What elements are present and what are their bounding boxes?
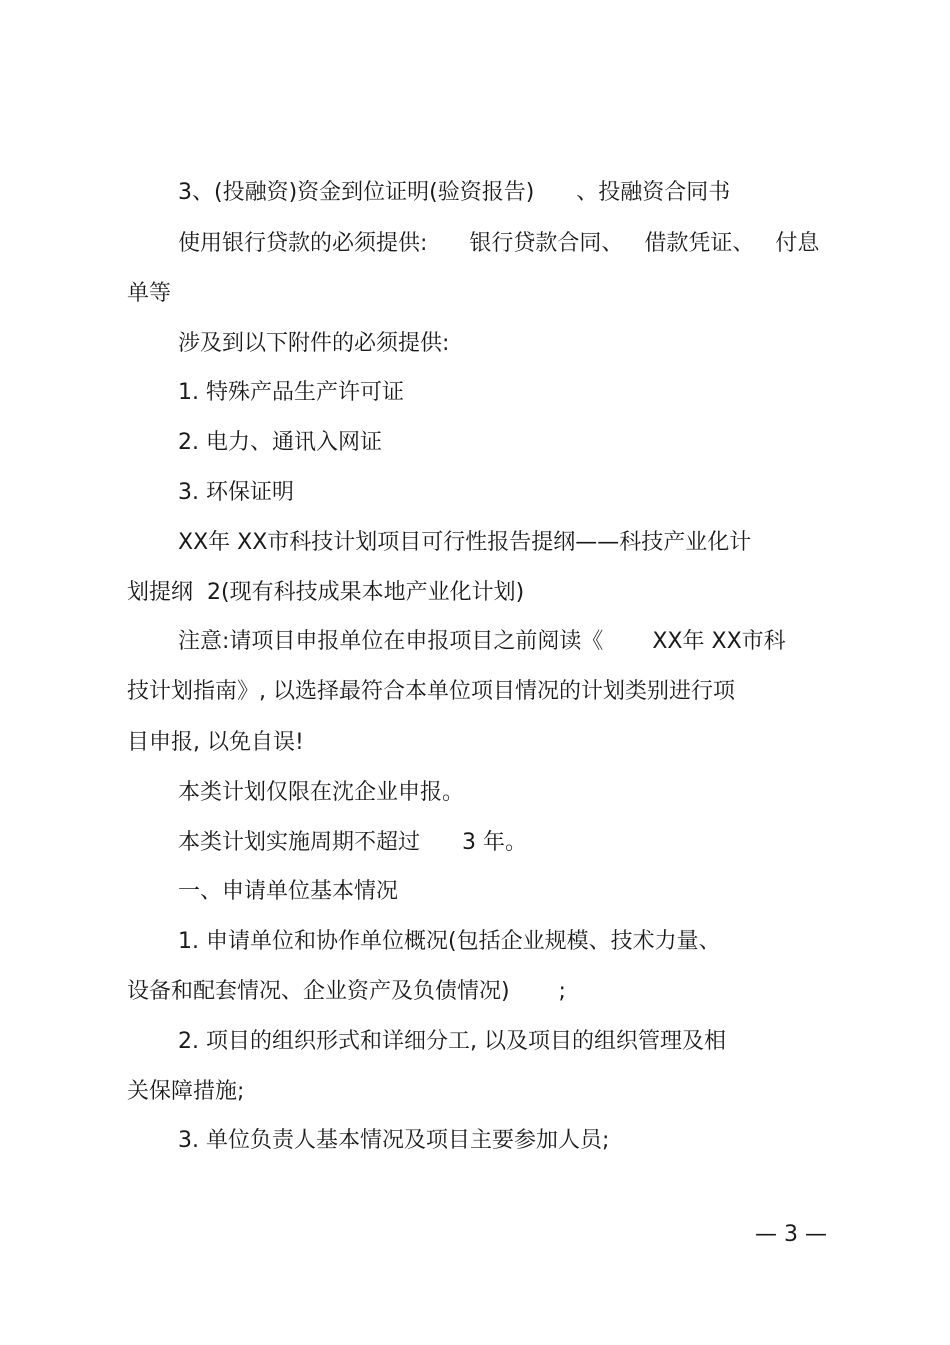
paragraph-line: 技计划指南》, 以选择最符合本单位项目情况的计划类别进行项 xyxy=(127,679,735,704)
section-heading: 一、申请单位基本情况 xyxy=(178,879,399,904)
list-item: 1. 申请单位和协作单位概况(包括企业规模、技术力量、 xyxy=(178,929,721,954)
paragraph-line: 本类计划实施周期不超过 3 年。 xyxy=(178,830,527,855)
paragraph-line: 使用银行贷款的必须提供: 银行贷款合同、 借款凭证、 付息 xyxy=(178,231,820,256)
list-item: 设备和配套情况、企业资产及负债情况) ; xyxy=(127,979,566,1004)
list-item: 3. 单位负责人基本情况及项目主要参加人员; xyxy=(178,1128,610,1153)
list-item: 3. 环保证明 xyxy=(178,480,294,505)
list-item: 1. 特殊产品生产许可证 xyxy=(178,380,404,405)
section-title: 划提纲 2(现有科技成果本地产业化计划) xyxy=(127,580,525,605)
paragraph-line: 目申报, 以免自误! xyxy=(127,730,304,755)
list-item: 2. 项目的组织形式和详细分工, 以及项目的组织管理及相 xyxy=(178,1029,726,1054)
paragraph-line: 本类计划仅限在沈企业申报。 xyxy=(178,780,465,805)
paragraph-line: 注意:请项目申报单位在申报项目之前阅读《 XX年 XX市科 xyxy=(178,629,786,654)
paragraph-line: 单等 xyxy=(127,281,172,306)
paragraph-line: 3、(投融资)资金到位证明(验资报告) 、投融资合同书 xyxy=(178,180,731,205)
section-title: XX年 XX市科技计划项目可行性报告提纲——科技产业化计 xyxy=(178,530,752,555)
paragraph-line: 涉及到以下附件的必须提供: xyxy=(178,331,450,356)
list-item: 2. 电力、通讯入网证 xyxy=(178,430,382,455)
page-number: — 3 — xyxy=(755,1222,827,1247)
list-item: 关保障措施; xyxy=(127,1079,245,1104)
